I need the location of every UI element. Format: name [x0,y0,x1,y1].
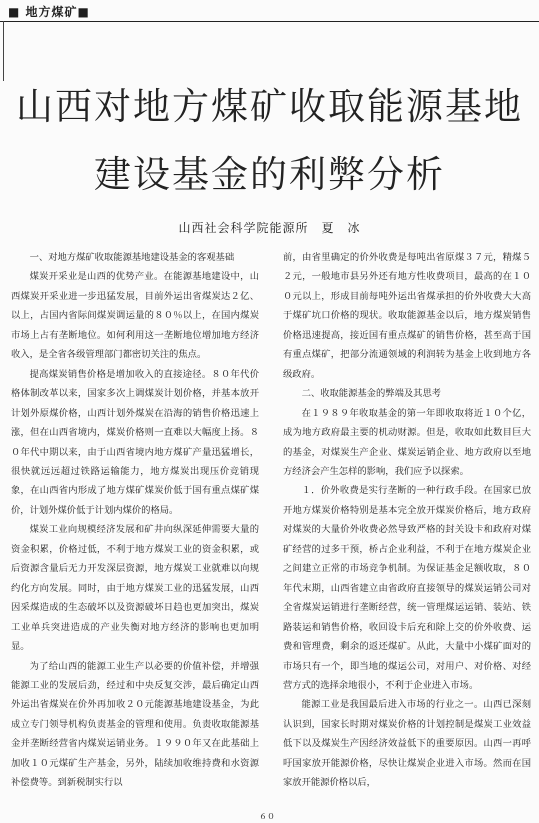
author-byline: 山西社会科学院能源所 夏 冰 [178,221,361,235]
section-heading: 一、对地方煤矿收取能源基地建设基金的客观基础 [29,252,235,263]
paragraph: 为了给山西的能源工业生产以必要的价值补偿，并增强能源工业的发展后劲，经过和中央反复交涉，最后确定山西外运出省煤炭在价外再加收２０元能源基地建设基金，为此成立专门领导机构负责基金的管理和使用。负责收取能源基金并垄断经营省内煤炭运销业务。１９９０年又在此基础上加收１０元煤矿生产基金，另外，陆续加收维持费和水资源补偿费等。到新税制实行以 [11,660,259,789]
paragraph: 能源工业是我国最后进入市场的行业之一。山西已深刻认识到，国家长时期对煤炭价格的计划控制是煤炭工业效益低下以及煤炭生产因经济效益低下的重要原因。山西一再呼吁国家放开能源价格，尽快让煤炭企业进入市场。然而在国家放开能源价格以后， [283,699,531,789]
left-column [11,248,259,793]
paragraph: 提高煤炭销售价格是增加收入的直接途径。８０年代价格体制改革以来，国家多次上调煤炭计划价格，并基本放开计划外原煤价格，山西计划外煤炭在沿海的销售价格迅速上涨，但在山西省境内，煤炭价格则一直难以大幅度上扬。８０年代中期以来，由于山西省境内地方煤矿产量迅猛增长，很快就远远超过铁路运输能力，地方煤炭出现压价竞销现象，在山西省内形成了地方煤矿煤炭价低于国有重点煤矿煤价，计划外煤价低于计划内煤价的格局。 [11,368,259,516]
paragraph: 煤炭工业向规模经济发展和矿井向纵深延伸需要大量的资金积累，价格过低，不利于地方煤炭工业的资金积累，或后资源含量后无力开发深层资源，地方煤炭工业就难以向规约化方向发展。同时，由于地方煤炭工业的迅猛发展，山西因采煤造成的生态破坏以及资源破坏日趋也更加突出，煤炭工业单兵突进造成的产业失衡对地方经济的影响也更加明显。 [11,524,259,653]
page-number: ６０ [259,812,275,821]
paragraph: 前，由省里确定的价外收费是每吨出省原煤３７元，精煤５２元，一般地市县另外还有地方性收费项目，最高的在１００元以上，形成目前每吨外运出省煤承担的价外收费大大高于煤矿坑口价格的现状。收取能源基金以后，地方煤炭销售价格迅速提高，接近国有重点煤矿的销售价格，甚至高于国有重点煤矿，把部分流通领域的利润转为基金上收到地方各级政府。 [283,252,531,380]
article-title-line-1: 山西对地方煤矿收取能源基地 [16,85,523,128]
article-title-line-2: 建设基金的利弊分析 [94,153,445,196]
section-tag: ■ 地方煤矿■ [8,5,90,19]
left-margin-rule [3,21,4,81]
header-rule [0,21,539,22]
section-heading: 二、收取能源基金的弊端及其思考 [301,388,442,400]
paragraph: 煤炭开采业是山西的优势产业。在能源基地建设中，山西煤炭开采业进一步迅猛发展，目前外运出省煤炭达２亿、以上，占国内省际间煤炭调运量的８０％以上，在国内煤炭市场上占有垄断地位。如何利用这一垄断地位增加地方经济收入，是全省各级管理部门都密切关注的焦点。 [11,271,259,361]
paragraph: １．价外收费是实行垄断的一种行政手段。在国家已放开地方煤炭价格特别是基本完全放开煤炭价格后，地方政府对煤炭的大量价外收费必然导致严格的封关设卡和政府对煤矿经营的过多干预，桥占企业利益，不利于在地方煤炭企业之间建立正常的市场竞争机制。为保证基金足额收取，８０年代末期，山西省建立由省政府直接领导的煤炭运销公司对全省煤炭运销进行垄断经营，统一管理煤运运销、装站、铁路装运和销售价格，收回设卡后充和除上交的价外收费、运费和管理费，剩余的返还煤矿。从此，大量中小煤矿面对的市场只有一个，即当地的煤运公司，对用户、对价格、对经营方式的选择余地很小，不利于企业进入市场。 [283,485,531,691]
paragraph: 在１９８９年收取基金的第一年即收取将近１０个亿，成为地方政府最主要的机动财源。但是，收取如此数目巨大的基金，对煤炭生产企业、煤炭运销企业、地方政府以至地方经济会产生怎样的影响，我们应予以探索。 [283,407,531,477]
right-column [283,248,531,793]
